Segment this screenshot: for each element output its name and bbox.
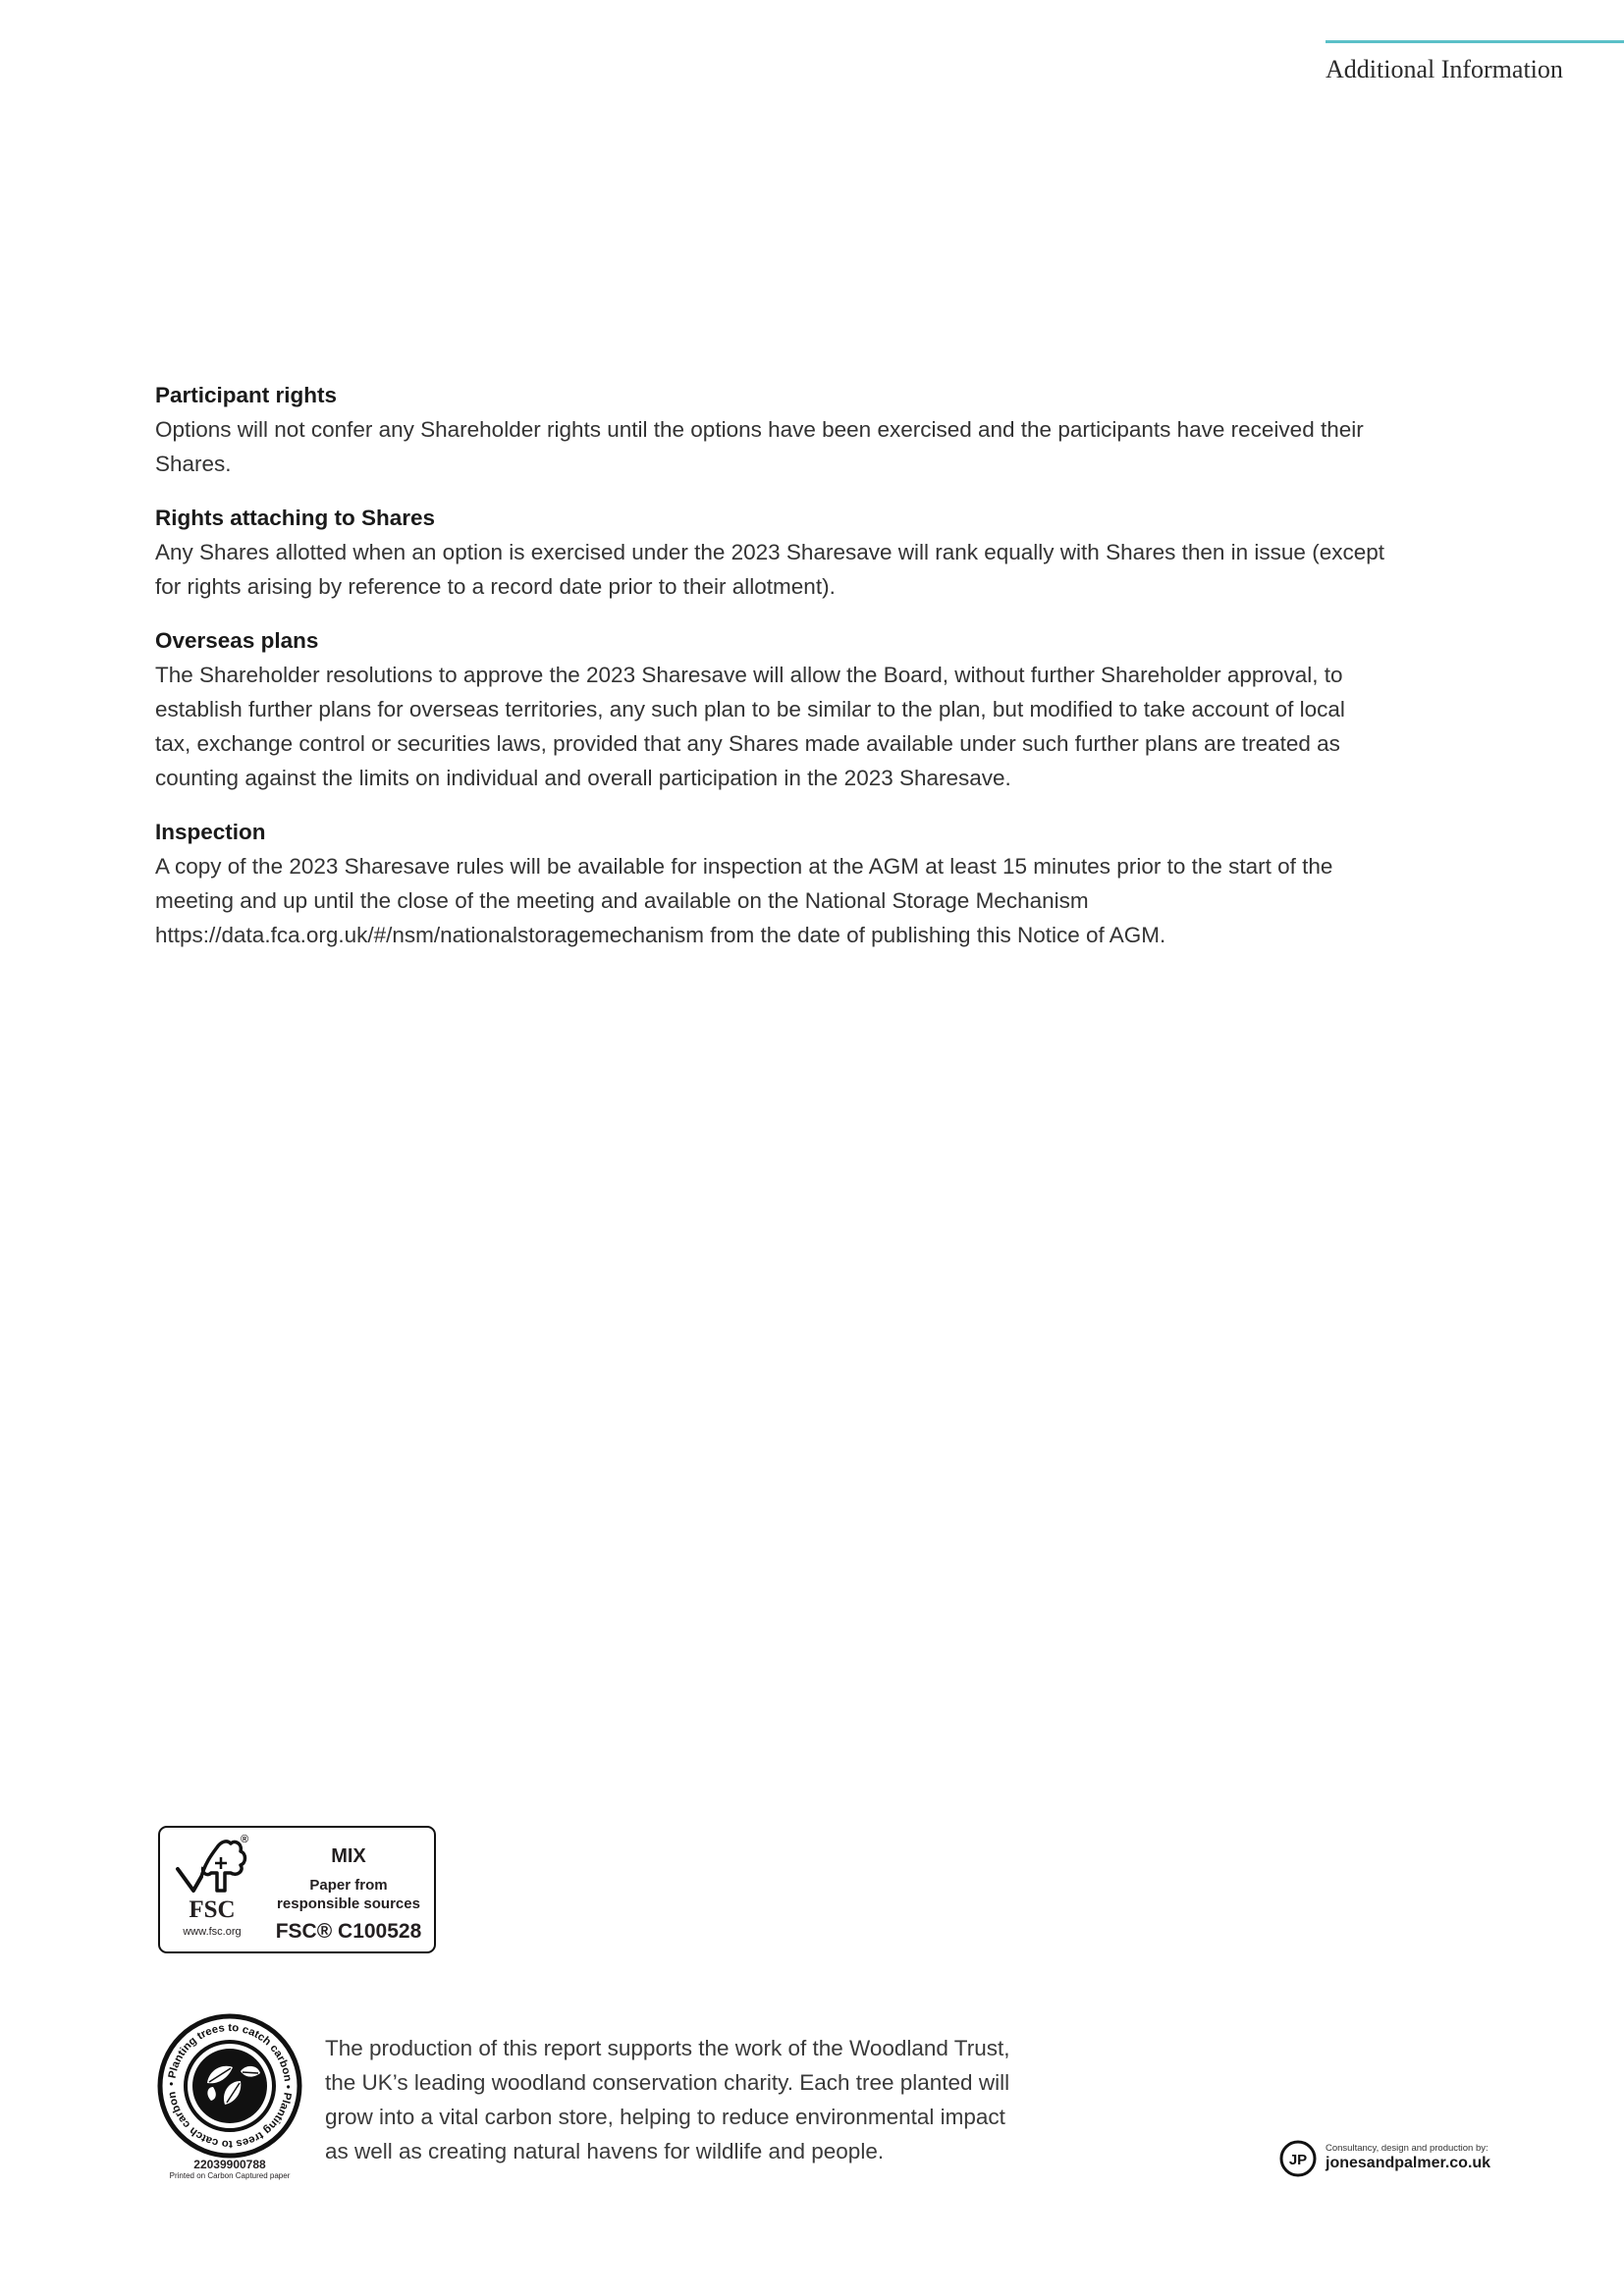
paragraph-line: the UK’s leading woodland conservation charity. Each tree planted will <box>325 2070 1010 2095</box>
paragraph-line: tax, exchange control or securities laws, provided that any Shares made available under such further plans are treated as <box>155 731 1340 756</box>
paragraph-line: Shares. <box>155 452 232 476</box>
jp-monogram-icon <box>1279 2140 1317 2177</box>
page-section-title: Additional Information <box>1326 55 1563 83</box>
fsc-label <box>158 1826 436 1953</box>
jp-monogram-text: JP <box>1288 2152 1308 2168</box>
paragraph-line: The Shareholder resolutions to approve the 2023 Sharesave will allow the Board, without further Shareholder approval, to <box>155 663 1343 687</box>
fsc-license-code: FSC® C100528 <box>275 1920 422 1943</box>
section-inspection <box>155 815 1549 952</box>
section-participant-rights <box>155 378 1549 481</box>
paragraph-line: A copy of the 2023 Sharesave rules will be available for inspection at the AGM at least 15 minutes prior to the start of the <box>155 854 1333 879</box>
registered-mark: ® <box>241 1834 249 1845</box>
section-heading: Inspection <box>155 820 266 844</box>
woodland-trust-statement <box>325 2031 1009 2168</box>
section-rights-attaching <box>155 501 1549 604</box>
section-heading: Rights attaching to Shares <box>155 506 436 530</box>
fsc-description-line: responsible sources <box>277 1896 420 1912</box>
paragraph-line: grow into a vital carbon store, helping to reduce environmental impact <box>325 2105 1005 2129</box>
paragraph-line: for rights arising by reference to a record date prior to their allotment). <box>155 574 836 599</box>
paragraph-line: https://data.fca.org.uk/#/nsm/nationalstoragemechanism from the date of publishing this Notice of AGM. <box>155 923 1166 947</box>
credit-website: jonesandpalmer.co.uk <box>1326 2155 1491 2171</box>
paragraph-line: establish further plans for overseas territories, any such plan to be similar to the plan, but modified to take account of local <box>155 697 1345 721</box>
section-heading: Participant rights <box>155 383 338 407</box>
carbon-captured-leaves-icon <box>156 2012 303 2160</box>
carbon-caption: Printed on Carbon Captured paper <box>169 2171 291 2180</box>
paragraph-line: The production of this report supports the work of the Woodland Trust, <box>325 2036 1010 2060</box>
fsc-brand-text: FSC <box>189 1896 236 1923</box>
credit-caption: Consultancy, design and production by: <box>1326 2143 1489 2154</box>
section-overseas-plans <box>155 623 1549 795</box>
carbon-certificate-number: 22039900788 <box>193 2158 266 2171</box>
section-heading: Overseas plans <box>155 628 319 653</box>
paragraph-line: Options will not confer any Shareholder rights until the options have been exercised and the participants have received their <box>155 417 1364 442</box>
main-content <box>155 378 1549 972</box>
fsc-description-line: Paper from <box>309 1877 388 1894</box>
header-rule <box>1326 40 1624 43</box>
ring-text-path: • Planting trees to catch carbon • Planting trees to catch carbon <box>165 2021 295 2151</box>
fsc-url-text: www.fsc.org <box>183 1926 242 1938</box>
paragraph-line: Any Shares allotted when an option is exercised under the 2023 Sharesave will rank equally with Shares then in issue (except <box>155 540 1384 564</box>
paragraph-line: counting against the limits on individual and overall participation in the 2023 Sharesave. <box>155 766 1011 790</box>
paragraph-line: meeting and up until the close of the meeting and available on the National Storage Mechanism <box>155 888 1089 913</box>
paragraph-line: as well as creating natural havens for wildlife and people. <box>325 2139 885 2163</box>
fsc-mix-label: MIX <box>331 1845 366 1867</box>
